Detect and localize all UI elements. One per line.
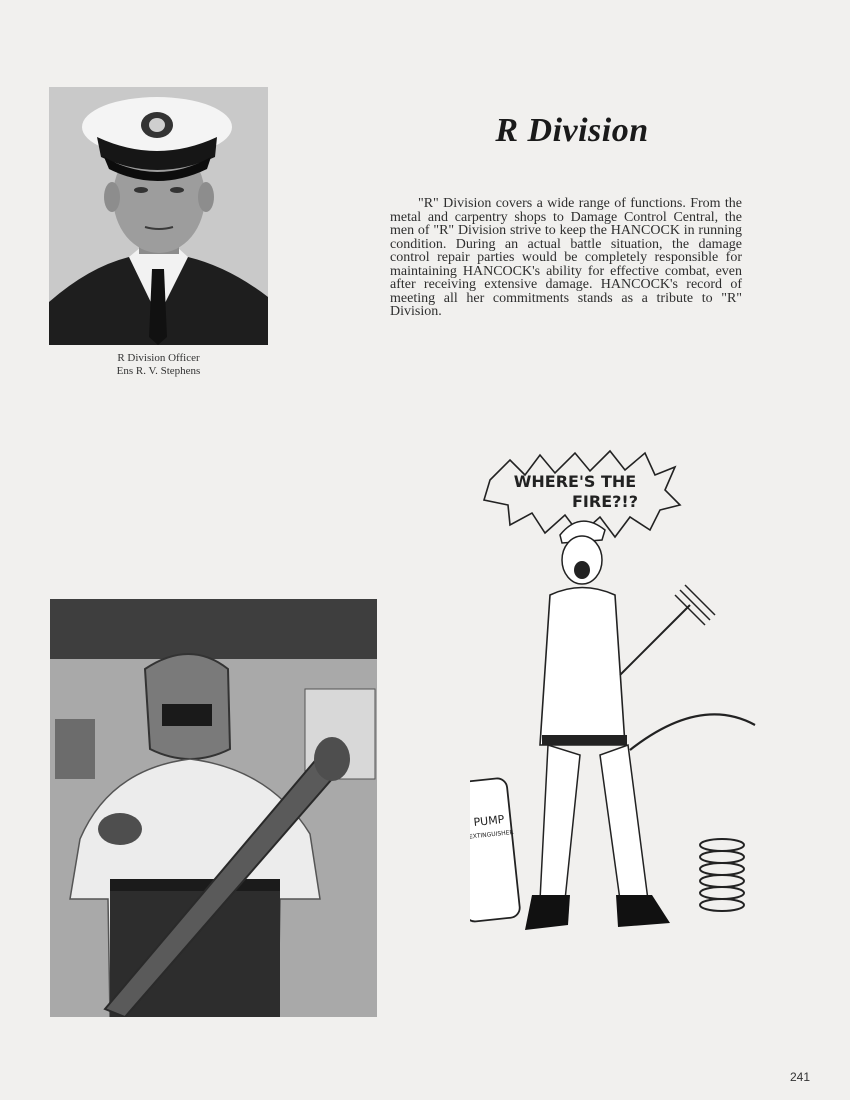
caption-name: Ens R. V. Stephens	[116, 365, 201, 377]
can-label-2: EXTINGUISHER	[470, 828, 515, 841]
speech-line-1: WHERE'S THE	[513, 472, 637, 491]
cartoon-illustration	[470, 445, 770, 965]
welder-photo-illustration	[50, 599, 377, 1017]
welder-photo	[50, 599, 377, 1017]
hose-coil	[700, 839, 744, 911]
speech-line-2: FIRE?!?	[572, 492, 638, 511]
officer-caption	[49, 352, 268, 378]
division-description: "R" Division covers a wide range of functions. From the metal and carpentry shops to Damage Control Central, the men of "R" Division strive to keep the HANCOCK in running condition. During an actual battle situation, the damage control repair parties would be completely responsible for maintaining HANCOCK's ability for effective combat, even after receiving extensive damage. HANCOCK's record of meeting all her commitments stands as a tribute to "R" Division.	[390, 196, 742, 319]
can-label-1: PUMP	[472, 812, 505, 830]
firefighter-cartoon-drawing	[470, 445, 770, 965]
officer-portrait-illustration	[49, 87, 268, 345]
officer-portrait-photo	[49, 87, 268, 345]
page-title: R Division	[495, 112, 649, 149]
page-number: 241	[789, 1070, 810, 1084]
caption-role: R Division Officer	[117, 352, 200, 364]
